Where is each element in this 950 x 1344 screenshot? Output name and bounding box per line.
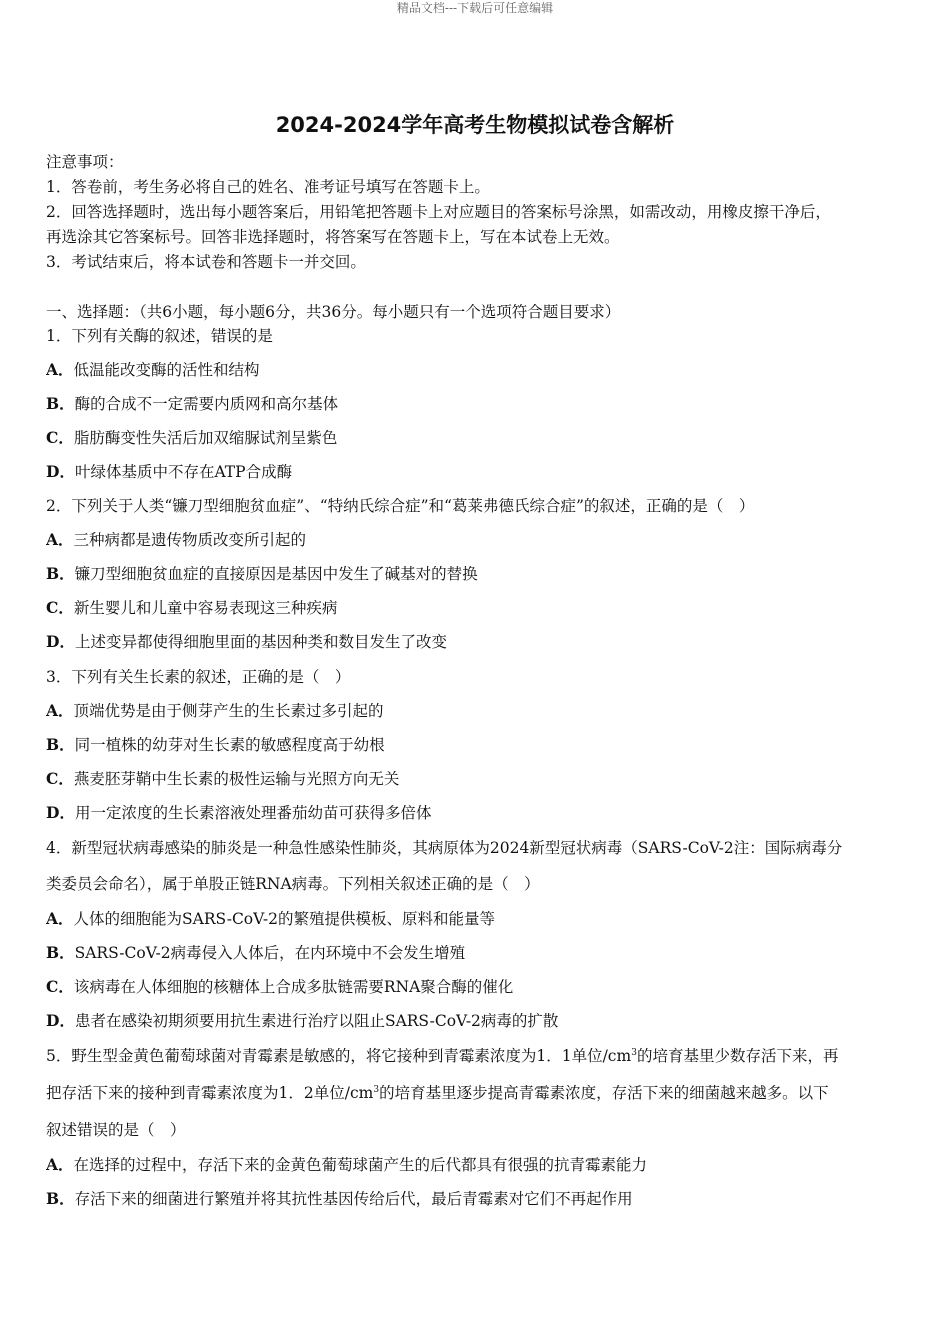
- option-label: D．: [46, 1011, 75, 1030]
- stem-text: 5．野生型金黄色葡萄球菌对青霉素是敏感的，将它接种到青霉素浓度为1．1单位/cm: [46, 1047, 632, 1065]
- option-text: 镰刀型细胞贫血症的直接原因是基因中发生了碱基对的替换: [74, 565, 478, 583]
- option-label: A．: [46, 530, 74, 549]
- option-text: 该病毒在人体细胞的核糖体上合成多肽链需要RNA聚合酶的催化: [73, 978, 514, 996]
- question-2-stem: 2．下列关于人类“镰刀型细胞贫血症”、“特纳氏综合症”和“葛莱弗德氏综合症”的叙述，正确的是（ ）: [46, 497, 755, 515]
- question-3-option-a: [46, 699, 906, 723]
- option-label: B．: [46, 394, 75, 413]
- option-text: 用一定浓度的生长素溶液处理番茄幼苗可获得多倍体: [74, 804, 432, 822]
- notice-item: 3．考试结束后，将本试卷和答题卡一并交回。: [46, 253, 366, 271]
- question-3-option-d: [46, 801, 906, 825]
- question-4-option-d: [46, 1009, 906, 1033]
- option-text: 上述变异都使得细胞里面的基因种类和数目发生了改变: [74, 633, 447, 651]
- notice-item: 再选涂其它答案标号。回答非选择题时，将答案写在答题卡上，写在本试卷上无效。: [46, 228, 620, 246]
- option-text: 燕麦胚芽鞘中生长素的极性运输与光照方向无关: [73, 770, 400, 788]
- option-label: D．: [46, 462, 75, 481]
- notice-item: 1．答卷前，考生务必将自己的姓名、准考证号填写在答题卡上。: [46, 178, 490, 196]
- question-1-option-c: [46, 426, 906, 450]
- question-5-stem: [46, 1081, 906, 1105]
- notice-item: 2．回答选择题时，选出每小题答案后，用铅笔把答题卡上对应题目的答案标号涂黑，如需改动，用橡皮擦干净后，: [46, 203, 831, 221]
- option-label: D．: [46, 632, 75, 651]
- option-text: 在选择的过程中，存活下来的金黄色葡萄球菌产生的后代都具有很强的抗青霉素能力: [73, 1156, 648, 1174]
- option-label: B．: [46, 564, 75, 583]
- header-note: 精品文档---下载后可任意编辑: [396, 1, 554, 15]
- option-label: A．: [46, 909, 74, 928]
- option-text: 同一植株的幼芽对生长素的敏感程度高于幼根: [74, 736, 385, 754]
- option-label: B．: [46, 1189, 75, 1208]
- option-text: 存活下来的细菌进行繁殖并将其抗性基因传给后代，最后青霉素对它们不再起作用: [74, 1190, 633, 1208]
- superscript: 3: [373, 1084, 380, 1095]
- option-text: 新生婴儿和儿童中容易表现这三种疾病: [73, 599, 338, 617]
- option-label: A．: [46, 360, 74, 379]
- question-4-stem: 类委员会命名），属于单股正链RNA病毒。下列相关叙述正确的是（ ）: [46, 875, 540, 893]
- question-4-option-a: [46, 907, 906, 931]
- option-text: 脂肪酶变性失活后加双缩脲试剂呈紫色: [73, 429, 338, 447]
- superscript: 3: [631, 1047, 637, 1058]
- option-text: 低温能改变酶的活性和结构: [73, 361, 260, 379]
- option-text: 酶的合成不一定需要内质网和高尔基体: [74, 395, 339, 413]
- section-heading: 一、选择题：（共6小题，每小题6分，共36分。每小题只有一个选项符合题目要求）: [46, 303, 621, 321]
- question-2-option-c: [46, 596, 906, 620]
- option-text: 三种病都是遗传物质改变所引起的: [73, 531, 307, 549]
- stem-text: 叙述错误的是（ ）: [46, 1121, 186, 1139]
- option-text: 叶绿体基质中不存在ATP合成酶: [74, 463, 293, 481]
- option-label: B．: [46, 943, 75, 962]
- question-3-stem: 3．下列有关生长素的叙述，正确的是（ ）: [46, 668, 351, 686]
- question-5-option-a: [46, 1153, 906, 1177]
- question-1-stem: 1．下列有关酶的叙述，错误的是: [46, 327, 273, 345]
- question-3-option-b: [46, 733, 906, 757]
- question-2-option-a: [46, 528, 906, 552]
- question-5-option-b: [46, 1187, 906, 1211]
- stem-text: 的培育基里逐步提高青霉素浓度，存活下来的细菌越来越多。以下: [379, 1084, 829, 1102]
- question-5-stem: [46, 1118, 906, 1142]
- option-text: 顶端优势是由于侧芽产生的生长素过多引起的: [73, 702, 384, 720]
- question-3-option-c: [46, 767, 906, 791]
- question-4-option-c: [46, 975, 906, 999]
- question-4-option-b: [46, 941, 906, 965]
- page-title: 2024-2024学年高考生物模拟试卷含解析: [275, 113, 675, 137]
- option-text: SARS-CoV-2病毒侵入人体后，在内环境中不会发生增殖: [74, 944, 466, 962]
- question-1-option-b: [46, 392, 906, 416]
- option-label: C．: [46, 428, 74, 447]
- question-5-stem: [46, 1044, 906, 1068]
- question-1-option-a: [46, 358, 906, 382]
- notice-heading: 注意事项：: [46, 153, 124, 171]
- option-label: C．: [46, 977, 74, 996]
- stem-text: 把存活下来的接种到青霉素浓度为1．2单位/cm: [46, 1084, 374, 1102]
- option-label: B．: [46, 735, 75, 754]
- question-4-stem: 4．新型冠状病毒感染的肺炎是一种急性感染性肺炎，其病原体为2024新型冠状病毒（SARS-CoV-2注：国际病毒分: [46, 839, 843, 857]
- question-1-option-d: [46, 460, 906, 484]
- option-label: A．: [46, 1155, 74, 1174]
- question-2-option-b: [46, 562, 906, 586]
- option-label: C．: [46, 769, 74, 788]
- option-label: A．: [46, 701, 74, 720]
- option-label: C．: [46, 598, 74, 617]
- option-text: 患者在感染初期须要用抗生素进行治疗以阻止SARS-CoV-2病毒的扩散: [74, 1012, 559, 1030]
- stem-text: 的培育基里少数存活下来，再: [636, 1047, 839, 1065]
- option-text: 人体的细胞能为SARS-CoV-2的繁殖提供模板、原料和能量等: [73, 910, 495, 928]
- option-label: D．: [46, 803, 75, 822]
- question-2-option-d: [46, 630, 906, 654]
